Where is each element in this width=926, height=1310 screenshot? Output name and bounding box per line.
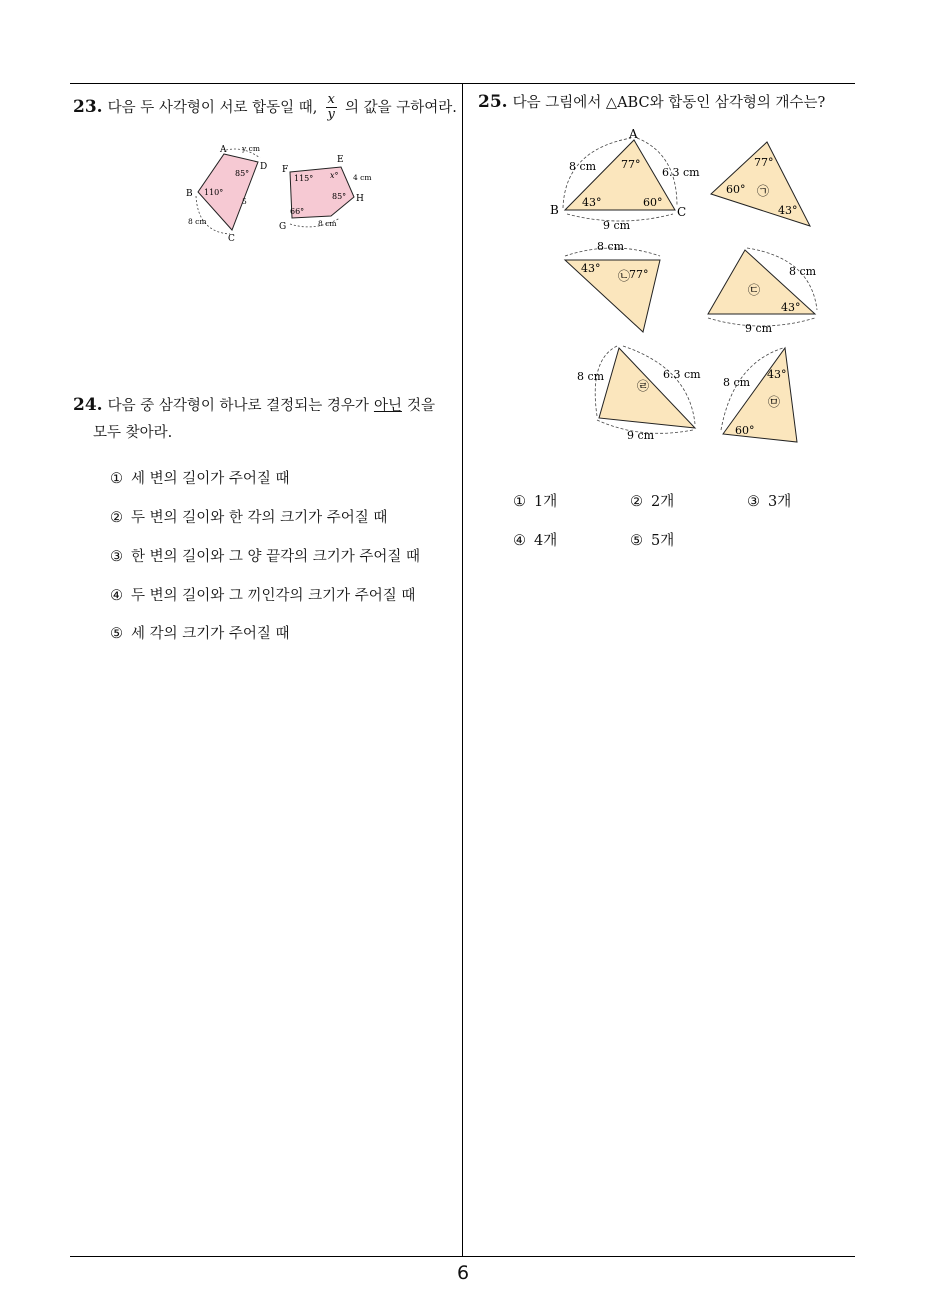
- choice-mark: ④: [513, 533, 526, 549]
- q24-choice-4[interactable]: [110, 584, 415, 605]
- q24-stem: [73, 394, 435, 415]
- choice-text: 한 변의 길이와 그 양 끝각의 크기가 주어질 때: [131, 549, 420, 565]
- q25-triangle-3: [708, 248, 817, 335]
- t2-side: 8 cm: [597, 240, 625, 253]
- q23-angle-b: 110°: [204, 188, 224, 197]
- q24-text-a: 다음 중 삼각형이 하나로 결정되는 경우가: [107, 398, 369, 414]
- q23-side-dc: 5: [242, 197, 247, 206]
- choice-text: 4개: [534, 533, 558, 549]
- column-divider: [462, 83, 463, 1257]
- abc-angle-a: 77°: [621, 158, 641, 171]
- t3-angle-1: 43°: [781, 301, 801, 314]
- q25-triangle-2: [565, 240, 660, 332]
- q24-choice-1[interactable]: [110, 467, 290, 488]
- q23-side-ad: y cm: [242, 144, 260, 153]
- t3-label: ㉢: [748, 283, 761, 297]
- q23-side-gh: 8 cm: [318, 219, 337, 228]
- abc-label-a: A: [629, 128, 638, 141]
- choice-mark: ①: [513, 494, 526, 510]
- q23-angle-h: 85°: [332, 192, 347, 201]
- q23-fraction: [326, 93, 337, 122]
- choice-text: 3개: [768, 494, 792, 510]
- q23-label-c: C: [228, 234, 235, 244]
- t4-side-3: 9 cm: [627, 429, 655, 442]
- abc-angle-c: 60°: [643, 196, 663, 209]
- choice-mark: ③: [747, 494, 760, 510]
- choice-text: 세 각의 크기가 주어질 때: [131, 626, 290, 642]
- q23-label-f: F: [282, 165, 289, 175]
- choice-text: 5개: [651, 533, 675, 549]
- q25-stem: [478, 91, 825, 112]
- choice-text: 1개: [534, 494, 558, 510]
- q24-choice-3[interactable]: [110, 545, 420, 566]
- t3-side-2: 9 cm: [745, 322, 773, 335]
- choice-mark: ④: [110, 588, 123, 604]
- q23-fraction-denominator: y: [327, 107, 335, 122]
- choice-text: 2개: [651, 494, 675, 510]
- q24-text-b: 것을: [407, 398, 436, 414]
- q25-text: 다음 그림에서 △ABC와 합동인 삼각형의 개수는?: [512, 95, 826, 111]
- q23-text-before: 다음 두 사각형이 서로 합동일 때,: [107, 100, 318, 116]
- choice-mark: ⑤: [630, 533, 643, 549]
- t2-angle-2: 77°: [629, 268, 649, 281]
- choice-text: 세 변의 길이가 주어질 때: [131, 471, 290, 487]
- t1-angle-1: 77°: [754, 156, 774, 169]
- t2-label: ㉡: [618, 269, 631, 283]
- q24-choice-2[interactable]: [110, 506, 387, 527]
- q24-number: 24.: [73, 395, 103, 415]
- q25-figure: [545, 128, 835, 448]
- t4-side-1: 8 cm: [577, 370, 605, 383]
- q23-angle-f: 115°: [294, 174, 314, 183]
- abc-label-b: B: [550, 203, 559, 217]
- q23-side-eh: 4 cm: [353, 173, 372, 182]
- q23-angle-d: 85°: [235, 169, 250, 178]
- abc-side-ab: 8 cm: [569, 160, 597, 173]
- q23-figure: [180, 140, 380, 250]
- choice-mark: ②: [110, 510, 123, 526]
- t4-side-2: 6.3 cm: [663, 368, 701, 381]
- t2-angle-1: 43°: [581, 262, 601, 275]
- t5-angle-1: 43°: [767, 368, 787, 381]
- q23-label-a: A: [220, 145, 227, 155]
- q24-choice-5[interactable]: [110, 622, 290, 643]
- q24-stem-line2: 모두 찾아라.: [93, 425, 173, 441]
- t4-label: ㉣: [637, 379, 650, 393]
- q24-text-underlined: 아닌: [373, 398, 402, 414]
- q23-label-h: H: [356, 194, 364, 204]
- t1-label: ㉠: [757, 184, 770, 198]
- t1-angle-2: 60°: [726, 183, 746, 196]
- q23-label-b: B: [186, 189, 193, 199]
- q25-triangle-5: [721, 348, 797, 442]
- q23-side-bc: 8 cm: [188, 217, 207, 226]
- q23-label-d: D: [260, 162, 268, 172]
- q25-choice-3[interactable]: [747, 490, 791, 511]
- abc-side-bc: 9 cm: [603, 219, 631, 232]
- t5-side: 8 cm: [723, 376, 751, 389]
- abc-angle-b: 43°: [582, 196, 602, 209]
- q23-angle-e: x°: [330, 171, 339, 180]
- q23-angle-g: 66°: [290, 207, 305, 216]
- q25-triangle-abc: [550, 128, 700, 232]
- q25-choice-2[interactable]: [630, 490, 674, 511]
- choice-text: 두 변의 길이와 그 끼인각의 크기가 주어질 때: [131, 588, 416, 604]
- t5-label: ㉤: [768, 395, 781, 409]
- q25-choice-5[interactable]: [630, 529, 674, 550]
- choice-text: 두 변의 길이와 한 각의 크기가 주어질 때: [131, 510, 388, 526]
- q23-label-g: G: [279, 222, 287, 232]
- q23-fraction-numerator: x: [326, 93, 337, 108]
- abc-label-c: C: [677, 205, 687, 219]
- choice-mark: ③: [110, 549, 123, 565]
- abc-side-ac: 6.3 cm: [662, 166, 700, 179]
- t3-side-1: 8 cm: [789, 265, 817, 278]
- q25-triangle-4: [577, 346, 701, 442]
- q25-choice-1[interactable]: [513, 490, 557, 511]
- q25-number: 25.: [478, 92, 508, 112]
- q25-choice-4[interactable]: [513, 529, 557, 550]
- t5-angle-2: 60°: [735, 424, 755, 437]
- choice-mark: ⑤: [110, 626, 123, 642]
- q23-text-after: 의 값을 구하여라.: [344, 100, 457, 116]
- t1-angle-3: 43°: [778, 204, 798, 217]
- choice-mark: ①: [110, 471, 123, 487]
- choice-mark: ②: [630, 494, 643, 510]
- q23-stem: [73, 93, 457, 122]
- q23-number: 23.: [73, 97, 103, 117]
- q25-triangle-1: [711, 142, 810, 226]
- page-number: 6: [456, 1262, 470, 1284]
- q23-label-e: E: [337, 155, 344, 165]
